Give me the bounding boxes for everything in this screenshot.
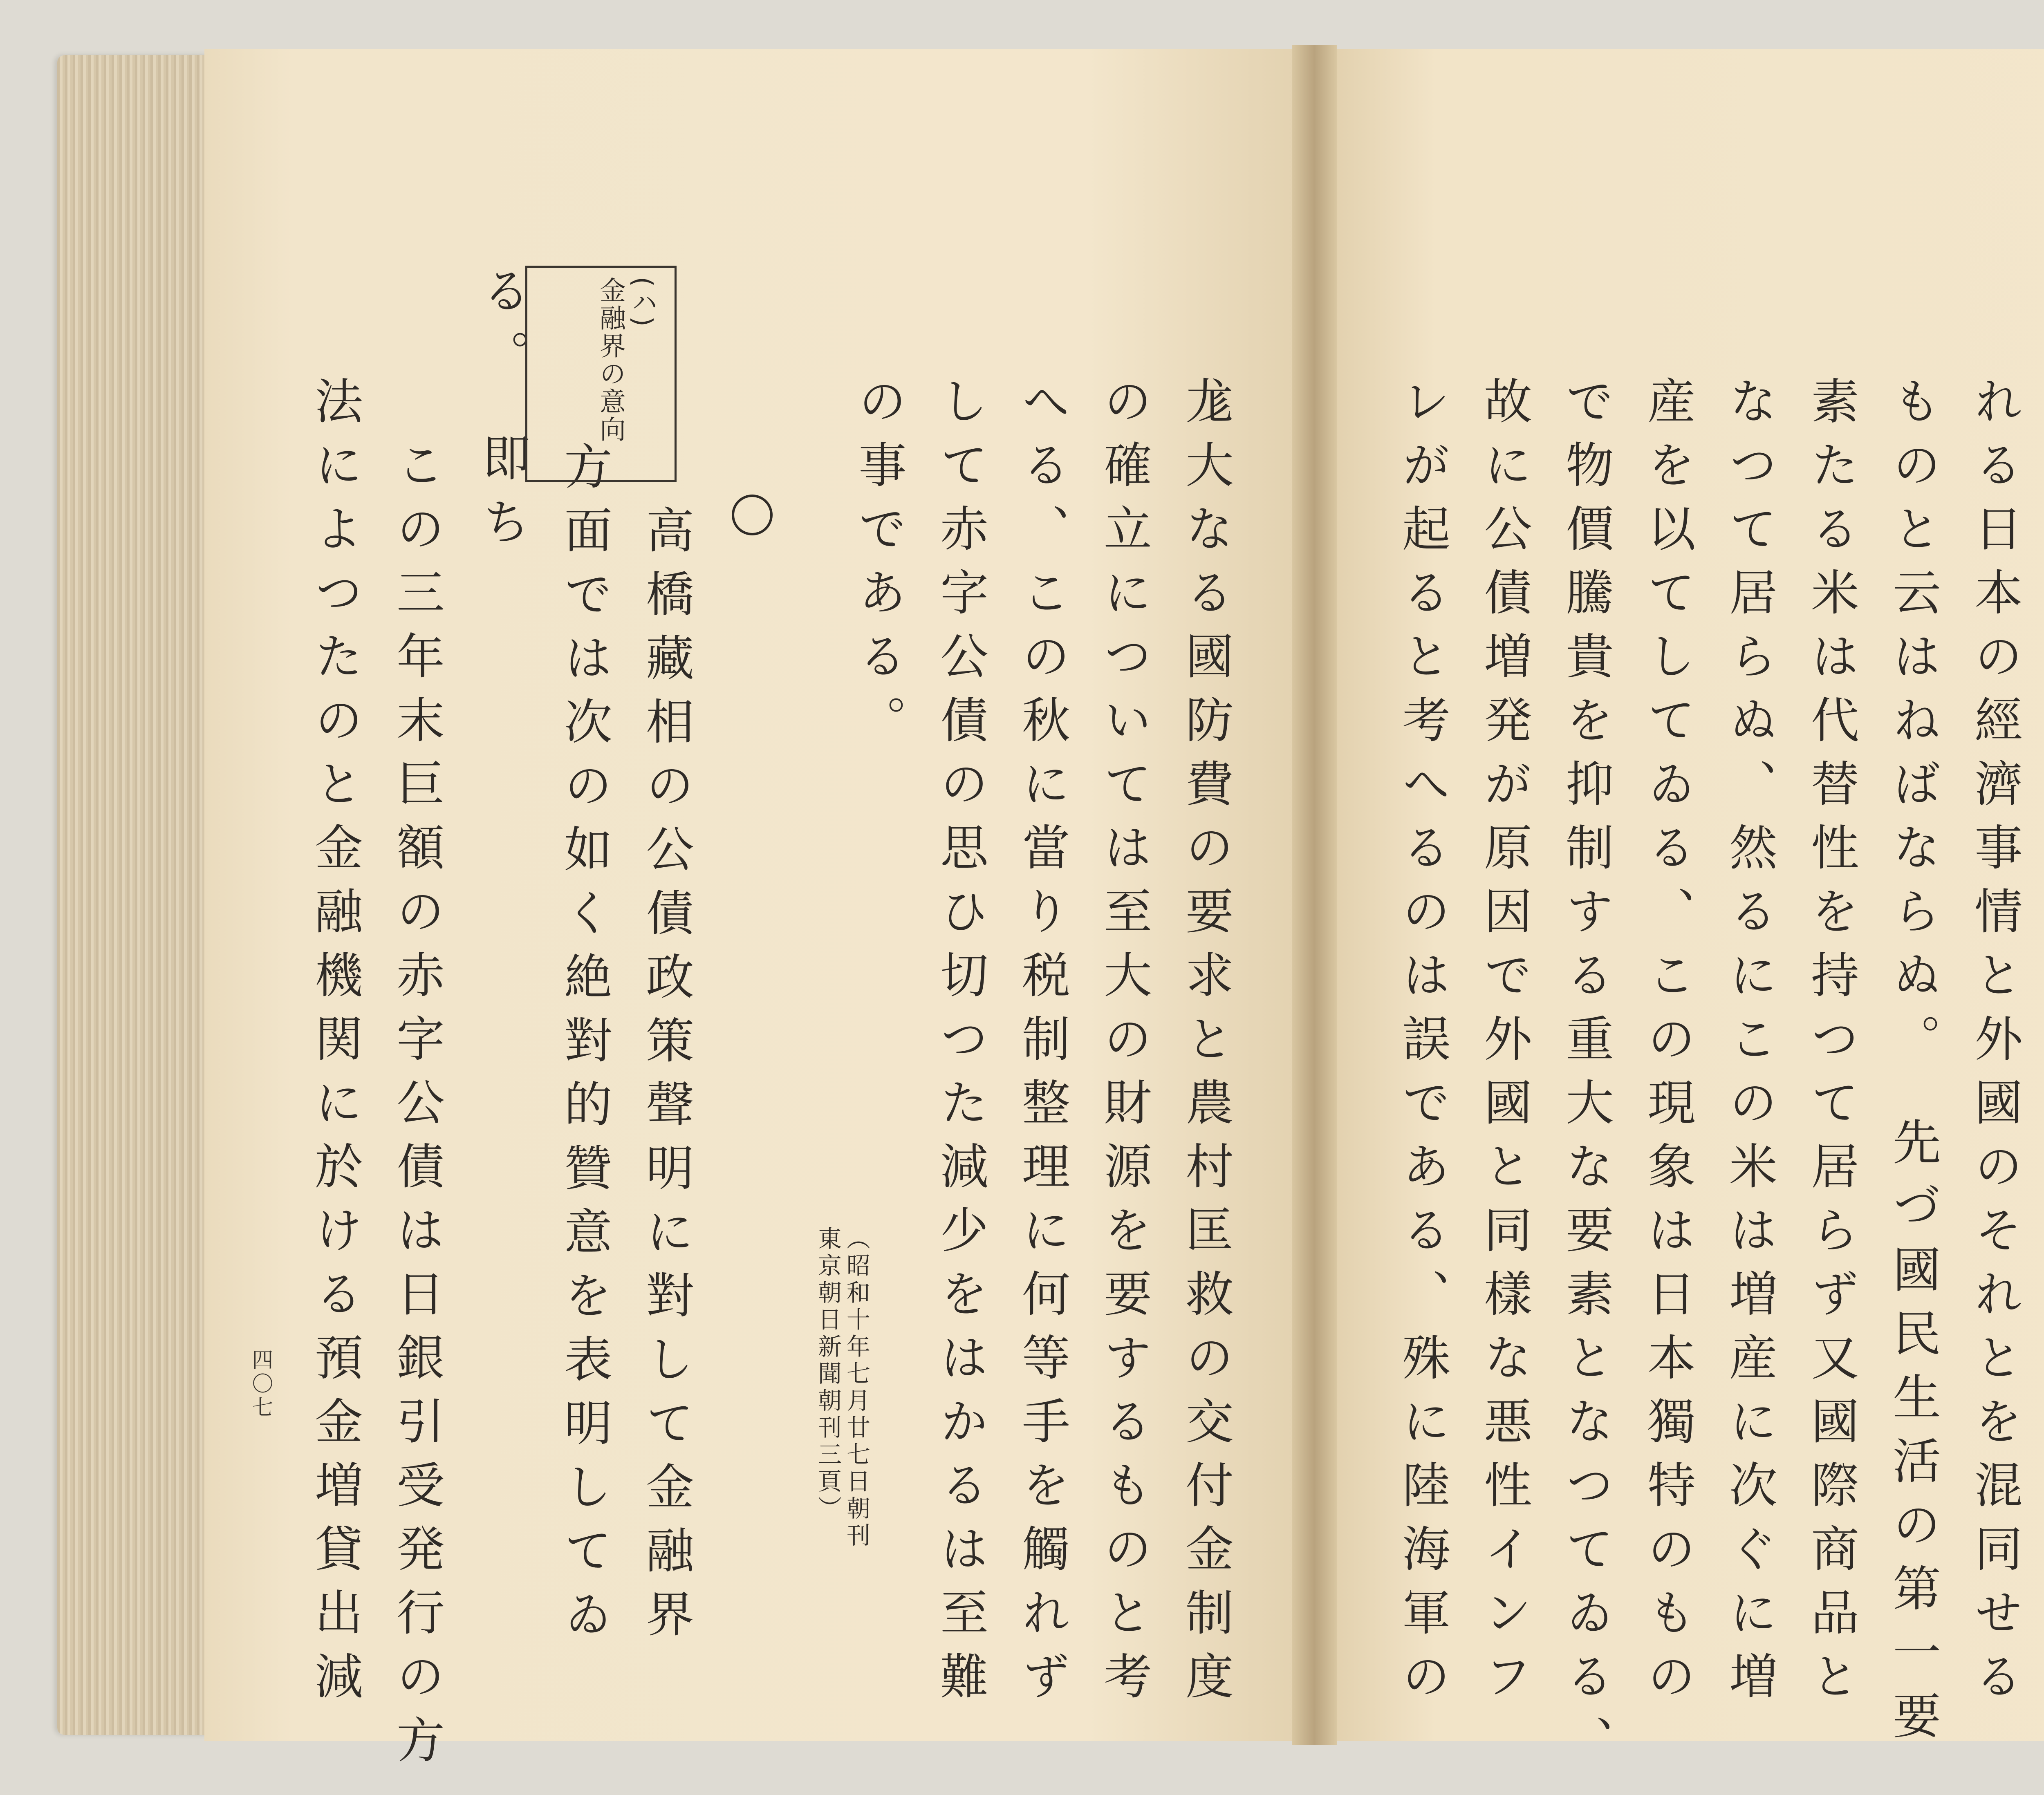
text-column: レが起ると考へるのは誤である、殊に陸海軍の <box>1394 376 1450 1715</box>
text-column: して赤字公債の思ひ切つた減少をはかるは至難 <box>932 376 988 1715</box>
text-column: 方面では次の如く絶對的贊意を表明してゐ <box>556 441 612 1653</box>
page-block-edge-left <box>57 55 217 1735</box>
text-column: 故に公債増発が原因で外國と同樣な悪性インフ <box>1476 376 1532 1715</box>
text-column: へる、この秋に當り税制整理に何等手を觸れず <box>1014 376 1070 1715</box>
text-column: 産を以てしてゐる、この現象は日本獨特のもの <box>1639 376 1696 1715</box>
section-heading: (ハ) 金融界の意向 <box>595 277 657 443</box>
text-column: る。 即ち <box>474 266 531 560</box>
text-column: で物價騰貴を抑制する重大な要素となつてゐる、 <box>1558 376 1614 1779</box>
section-heading-box <box>525 266 677 482</box>
text-column: なつて居らぬ、然るにこの米は増産に次ぐに増 <box>1721 376 1777 1715</box>
text-column: 素たる米は代替性を持つて居らず又國際商品と <box>1803 376 1859 1715</box>
text-column: 法によつたのと金融機関に於ける預金増貸出減 <box>307 376 363 1715</box>
text-column: 高橋藏相の公債政策聲明に對して金融界 <box>638 441 694 1653</box>
book-gutter <box>1292 45 1337 1745</box>
text-column: ものと云はねばならぬ。 先づ國民生活の第一要 <box>1885 376 1941 1755</box>
text-column: の確立については至大の財源を要するものと考 <box>1096 376 1152 1715</box>
text-column: れる日本の經濟事情と外國のそれとを混同せる <box>1966 376 2023 1715</box>
text-column: の事である。 <box>850 376 907 759</box>
text-column: 尨大なる國防費の要求と農村匡救の交付金制度 <box>1177 376 1234 1715</box>
section-circle-mark <box>732 495 773 535</box>
text-column: この三年末巨額の赤字公債は日銀引受発行の方 <box>388 376 445 1779</box>
source-note: （昭和十年七月廿七日朝刊 東京朝日新聞朝刊三頁） <box>814 1226 870 1550</box>
page-number-left: 四〇七 <box>248 1349 273 1420</box>
